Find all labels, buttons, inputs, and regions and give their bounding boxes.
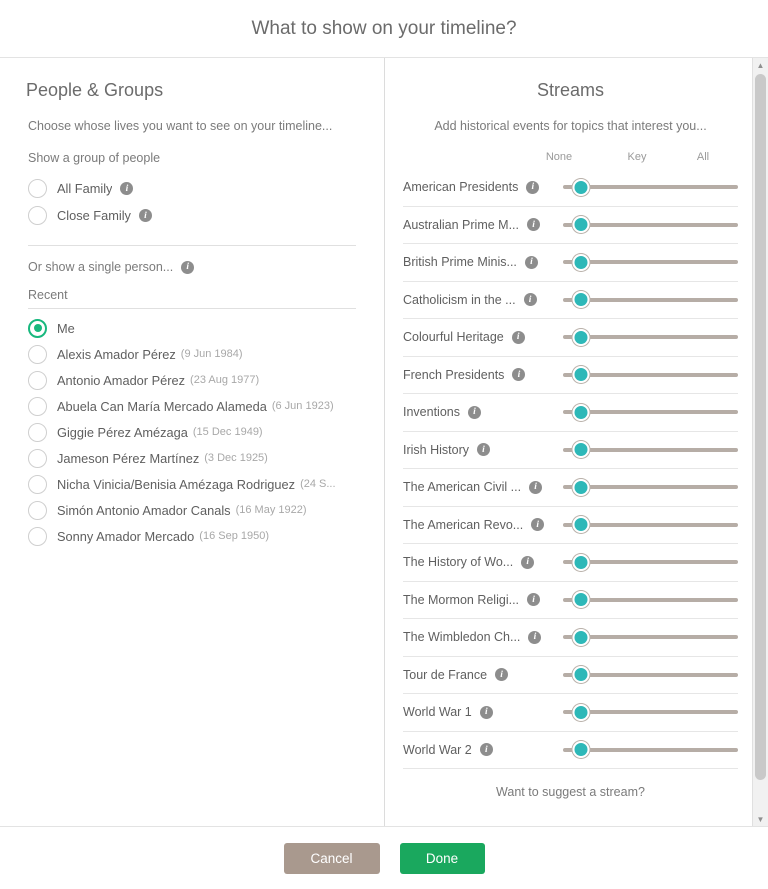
slider-track <box>563 748 738 752</box>
radio-indicator[interactable] <box>28 475 47 494</box>
stream-left <box>403 518 563 532</box>
slider-track <box>563 598 738 602</box>
radio-label: Close Family <box>57 208 131 223</box>
person-name: Antonio Amador Pérez <box>57 372 186 388</box>
slider-track <box>563 523 738 527</box>
stream-name: Catholicism in the ... <box>403 292 516 307</box>
suggest-stream-link[interactable]: Want to suggest a stream? <box>496 785 645 799</box>
list-item[interactable] <box>28 393 356 419</box>
table-row <box>403 244 738 282</box>
radio-indicator[interactable] <box>28 397 47 416</box>
table-row <box>403 469 738 507</box>
table-row <box>403 619 738 657</box>
scrollbar-thumb[interactable] <box>755 74 766 780</box>
stream-slider[interactable] <box>563 627 738 647</box>
person-date: (23 Aug 1977) <box>190 374 260 386</box>
slider-knob[interactable] <box>572 179 589 196</box>
streams-panel-title: Streams <box>536 80 605 100</box>
scrollbar[interactable] <box>752 58 768 826</box>
stream-name: British Prime Minis... <box>403 255 517 270</box>
person-name: Jameson Pérez Martínez <box>57 450 200 466</box>
info-icon[interactable]: i <box>477 443 490 456</box>
info-icon[interactable]: i <box>468 406 481 419</box>
table-row <box>403 394 738 432</box>
slider-knob[interactable] <box>572 216 589 233</box>
stream-name: The History of Wo... <box>403 555 514 570</box>
table-row <box>403 319 738 357</box>
radio-indicator[interactable] <box>28 501 47 520</box>
slider-track <box>563 260 738 264</box>
person-date: (16 Sep 1950) <box>199 530 270 542</box>
radio-indicator[interactable] <box>28 449 47 468</box>
person-date: (6 Jun 1923) <box>271 400 334 412</box>
stream-slider[interactable] <box>563 215 738 235</box>
slider-track <box>563 635 738 639</box>
radio-close-family[interactable] <box>28 202 356 229</box>
table-row <box>403 357 738 395</box>
stream-slider[interactable] <box>563 665 738 685</box>
scroll-up-icon[interactable]: ▲ <box>756 60 765 70</box>
slider-track <box>563 410 738 414</box>
table-row <box>403 582 738 620</box>
stream-left <box>403 405 563 419</box>
slider-knob[interactable] <box>572 441 589 458</box>
stream-left <box>403 443 563 457</box>
slider-track <box>563 485 738 489</box>
info-icon[interactable]: i <box>524 293 537 306</box>
stream-name: Inventions <box>403 405 460 420</box>
info-icon[interactable]: i <box>480 706 493 719</box>
dialog-header <box>0 0 768 58</box>
info-icon[interactable]: i <box>120 182 133 195</box>
info-icon[interactable]: i <box>480 743 493 756</box>
person-name: Nicha Vinicia/Benisia Amézaga Rodriguez <box>57 476 296 492</box>
info-icon[interactable]: i <box>525 256 538 269</box>
stream-slider[interactable] <box>563 477 738 497</box>
stream-slider[interactable] <box>563 440 738 460</box>
stream-left <box>403 705 563 719</box>
stream-slider[interactable] <box>563 740 738 760</box>
radio-indicator[interactable] <box>28 527 47 546</box>
stream-left <box>403 180 563 194</box>
streams-panel-subtitle: Add historical events for topics that interest you... <box>434 119 707 133</box>
table-row <box>403 694 738 732</box>
stream-left <box>403 368 563 382</box>
person-date: (16 May 1922) <box>235 504 307 516</box>
person-name: Giggie Pérez Amézaga <box>57 424 188 440</box>
radio-indicator[interactable] <box>28 423 47 442</box>
slider-knob[interactable] <box>572 666 589 683</box>
radio-indicator[interactable] <box>28 319 47 338</box>
info-icon[interactable]: i <box>181 261 194 274</box>
stream-name: Australian Prime M... <box>403 217 520 232</box>
person-date: (9 Jun 1984) <box>180 348 243 360</box>
table-row <box>403 544 738 582</box>
stream-slider[interactable] <box>563 552 738 572</box>
stream-left <box>403 480 563 494</box>
stream-list <box>403 169 738 769</box>
slider-track <box>563 335 738 339</box>
info-icon[interactable]: i <box>531 518 544 531</box>
stream-left <box>403 330 563 344</box>
stream-name: The American Revo... <box>403 517 524 532</box>
group-radio-list <box>28 175 356 229</box>
list-item[interactable] <box>28 471 356 497</box>
dialog-body <box>0 58 768 826</box>
slider-track <box>563 448 738 452</box>
stream-left <box>403 218 563 232</box>
person-date: (24 S... <box>300 478 336 490</box>
divider <box>28 245 356 246</box>
stream-left <box>403 743 563 757</box>
slider-track <box>563 223 738 227</box>
people-panel-subtitle: Choose whose lives you want to see on your timeline... <box>28 119 333 133</box>
info-icon[interactable]: i <box>526 181 539 194</box>
slider-knob[interactable] <box>572 479 589 496</box>
table-row <box>403 507 738 545</box>
stream-slider[interactable] <box>563 590 738 610</box>
radio-indicator[interactable] <box>28 345 47 364</box>
info-icon[interactable]: i <box>512 331 525 344</box>
stream-name: French Presidents <box>403 367 505 382</box>
group-section-label: Show a group of people <box>28 151 161 165</box>
people-and-groups-panel <box>0 58 385 826</box>
info-icon[interactable]: i <box>521 556 534 569</box>
streams-panel <box>385 58 768 826</box>
person-name: Sonny Amador Mercado <box>57 528 195 544</box>
slider-knob[interactable] <box>572 516 589 533</box>
stream-name: The Mormon Religi... <box>403 592 520 607</box>
stream-name: The Wimbledon Ch... <box>403 630 521 645</box>
list-item[interactable] <box>28 315 356 341</box>
info-icon[interactable]: i <box>512 368 525 381</box>
scale-label-all: All <box>696 151 710 163</box>
slider-knob[interactable] <box>572 629 589 646</box>
table-row <box>403 282 738 320</box>
stream-left <box>403 255 563 269</box>
stream-slider[interactable] <box>563 177 738 197</box>
stream-left <box>403 293 563 307</box>
slider-knob[interactable] <box>572 329 589 346</box>
page-title: What to show on your timeline? <box>251 17 517 39</box>
single-person-section <box>28 260 356 274</box>
slider-track <box>563 673 738 677</box>
people-panel-title: People & Groups <box>26 80 164 100</box>
slider-knob[interactable] <box>572 254 589 271</box>
stream-name: The American Civil ... <box>403 480 522 495</box>
cancel-button[interactable]: Cancel <box>284 843 380 874</box>
stream-left <box>403 555 563 569</box>
slider-track <box>563 710 738 714</box>
stream-slider[interactable] <box>563 252 738 272</box>
scale-label-none: None <box>545 151 573 163</box>
slider-knob[interactable] <box>572 404 589 421</box>
slider-knob[interactable] <box>572 291 589 308</box>
done-button[interactable]: Done <box>400 843 485 874</box>
list-item[interactable] <box>28 523 356 549</box>
stream-slider[interactable] <box>563 402 738 422</box>
slider-track <box>563 298 738 302</box>
scroll-down-icon[interactable]: ▼ <box>756 814 765 824</box>
person-name: Abuela Can María Mercado Alameda <box>57 398 267 414</box>
slider-knob[interactable] <box>572 704 589 721</box>
stream-slider[interactable] <box>563 327 738 347</box>
person-name: Simón Antonio Amador Canals <box>57 502 231 518</box>
person-date: (15 Dec 1949) <box>192 426 263 438</box>
scale-label-key: Key <box>627 151 647 163</box>
stream-slider[interactable] <box>563 290 738 310</box>
list-item[interactable] <box>28 419 356 445</box>
slider-track <box>563 560 738 564</box>
stream-name: American Presidents <box>403 180 519 195</box>
stream-slider[interactable] <box>563 365 738 385</box>
stream-name: Colourful Heritage <box>403 330 504 345</box>
stream-name: World War 2 <box>403 742 472 757</box>
list-item[interactable] <box>28 341 356 367</box>
info-icon[interactable]: i <box>529 481 542 494</box>
person-date: (3 Dec 1925) <box>204 452 268 464</box>
radio-label: All Family <box>57 181 113 196</box>
info-icon[interactable]: i <box>527 218 540 231</box>
slider-scale-header <box>403 151 738 163</box>
slider-track <box>563 373 738 377</box>
table-row <box>403 657 738 695</box>
dialog-footer <box>0 826 768 889</box>
info-icon[interactable]: i <box>495 668 508 681</box>
radio-indicator[interactable] <box>28 371 47 390</box>
list-item[interactable] <box>28 497 356 523</box>
table-row <box>403 207 738 245</box>
slider-knob[interactable] <box>572 591 589 608</box>
table-row <box>403 732 738 770</box>
person-radio-list <box>28 315 356 549</box>
slider-knob[interactable] <box>572 741 589 758</box>
slider-knob[interactable] <box>572 366 589 383</box>
person-name: Alexis Amador Pérez <box>57 346 176 362</box>
radio-indicator[interactable] <box>28 179 47 198</box>
radio-all-family[interactable] <box>28 175 356 202</box>
list-item[interactable] <box>28 367 356 393</box>
stream-name: Tour de France <box>403 667 488 682</box>
info-icon[interactable]: i <box>528 631 541 644</box>
info-icon[interactable]: i <box>527 593 540 606</box>
stream-left <box>403 630 563 644</box>
stream-slider[interactable] <box>563 702 738 722</box>
stream-left <box>403 668 563 682</box>
stream-name: Irish History <box>403 442 469 457</box>
table-row <box>403 432 738 470</box>
stream-name: World War 1 <box>403 705 472 720</box>
radio-indicator[interactable] <box>28 206 47 225</box>
stream-left <box>403 593 563 607</box>
person-name: Me <box>57 320 75 336</box>
slider-track <box>563 185 738 189</box>
table-row <box>403 169 738 207</box>
single-person-label: Or show a single person... <box>28 260 174 274</box>
stream-slider[interactable] <box>563 515 738 535</box>
recent-label: Recent <box>28 288 356 309</box>
slider-knob[interactable] <box>572 554 589 571</box>
info-icon[interactable]: i <box>139 209 152 222</box>
list-item[interactable] <box>28 445 356 471</box>
